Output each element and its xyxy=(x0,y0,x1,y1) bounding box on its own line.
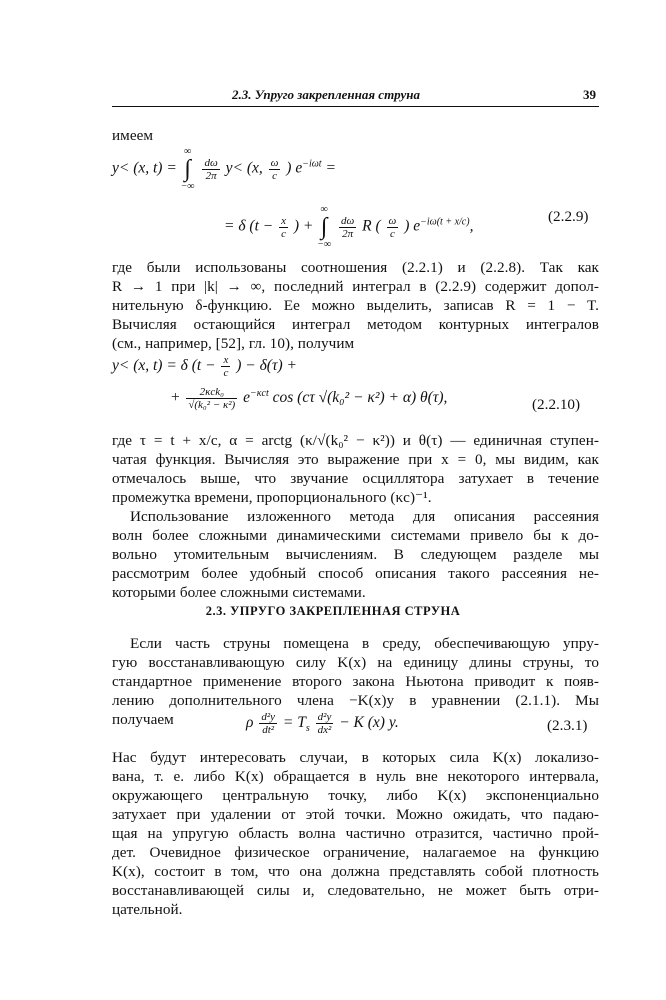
running-header xyxy=(112,84,599,107)
eq229-exp-base: ) e xyxy=(286,159,303,177)
paragraph-1-line-2: R → 1 при |k| → ∞, последний интеграл в (2.2.9) содержит допол- xyxy=(112,278,599,295)
numerator: dω xyxy=(204,156,218,169)
integral-upper-limit: ∞ xyxy=(184,146,192,157)
denominator: dt² xyxy=(262,724,275,736)
eq231-rho: ρ xyxy=(246,714,258,732)
denominator: c xyxy=(223,367,229,379)
eq229-lhs: y< (x, t) = xyxy=(112,159,177,177)
fraction-dw-2pi xyxy=(202,157,219,182)
eq2210-exp-base: e xyxy=(243,389,250,407)
numerator: d²y xyxy=(261,711,276,723)
paragraph-5-line-2: вана, т. е. либо K(x) обращается в нуль вне некоторого интервала, xyxy=(112,768,599,785)
eq229-exponent: −iωt xyxy=(302,158,322,170)
eq2210-cos-term: cos (cτ √(k₀² − κ²) + α) θ(τ), xyxy=(268,389,448,407)
eq229-R: R ( xyxy=(362,217,381,235)
paragraph-5-line-3: окружающего центральную точку, либо K(x) экспоненциально xyxy=(112,787,599,804)
paragraph-5-line-4: затухает при удалении от этой точки. Можно ожидать, что падаю- xyxy=(112,806,599,823)
running-title: 2.3. Упруго закрепленная струна xyxy=(232,87,420,102)
paragraph-5-line-6: дет. Очевидное физическое ограничение, налагаемое на функцию xyxy=(112,844,599,861)
fraction-d2y-dx2 xyxy=(316,711,334,736)
fraction-w-c xyxy=(269,157,281,182)
denominator: c xyxy=(272,169,277,182)
integral-lower-limit: −∞ xyxy=(317,239,332,250)
eq229-delta: = δ (t − xyxy=(224,217,278,235)
integral-sign: ∫ xyxy=(184,156,191,182)
paragraph-2-line-4: промежутка времени, пропорционального (κc)⁻¹. xyxy=(112,489,432,506)
equation-number-2-2-10: (2.2.10) xyxy=(532,396,581,413)
eq229-exponent: −iω(t + x/c) xyxy=(420,216,470,228)
denominator: 2π xyxy=(205,169,217,182)
paragraph-4-line-4: лению дополнительного члена −K(x)y в уравнении (2.1.1). Мы xyxy=(112,692,599,709)
paragraph-1-line-5: (см., например, [52], гл. 10), получим xyxy=(112,335,355,352)
page-number: 39 xyxy=(583,87,596,102)
denominator: c xyxy=(389,227,395,240)
paragraph-4-line-5: получаем xyxy=(112,711,174,728)
paragraph-5-line-1: Нас будут интересовать случаи, в которых сила K(x) локализо- xyxy=(112,749,599,766)
fraction-amplitude xyxy=(186,386,237,411)
paragraph-4-line-3: стандартное применение второго закона Ньютона приводит к появ- xyxy=(112,673,599,690)
fraction-w-c xyxy=(387,215,399,240)
fraction-d2y-dt2 xyxy=(259,711,277,736)
paragraph-1-line-4: Вычисляя остающийся интеграл методом контурных интегралов xyxy=(112,316,599,333)
eq229-term: y< (x, xyxy=(225,159,267,177)
eq231-restoring-term: − K (x) y. xyxy=(339,714,399,732)
paragraph-intro: имеем xyxy=(112,127,154,144)
numerator: ω xyxy=(270,156,279,169)
numerator: d²y xyxy=(317,711,332,723)
eq231-tension: = T xyxy=(282,714,306,732)
eq2210-plus: + xyxy=(170,389,185,407)
numerator: ω xyxy=(388,214,397,227)
paragraph-1-line-3: нительную δ-функцию. Ее можно выделить, записав R = 1 − T. xyxy=(112,297,599,314)
fraction-dw-2pi xyxy=(339,215,356,240)
paragraph-5-line-7: K(x), состоит в том, что она должна представлять собой плотность xyxy=(112,863,599,880)
paragraph-4-line-1: Если часть струны помещена в среду, обеспечивающую упру- xyxy=(130,635,599,652)
equation-number-2-3-1: (2.3.1) xyxy=(547,717,588,734)
integral-upper-limit: ∞ xyxy=(320,204,328,215)
integral-symbol xyxy=(181,146,195,192)
integral-symbol xyxy=(317,204,331,250)
paragraph-3-line-4: рассмотрим более удобный способ описания такого рассеяния не- xyxy=(112,565,599,582)
equation-2-2-9-line2 xyxy=(224,204,473,250)
paragraph-2-line-1: где τ = t + x/c, α = arctg (κ/√(k₀² − κ²)) и θ(τ) — единичная ступен- xyxy=(112,432,599,449)
equation-2-2-10-line2 xyxy=(170,386,447,411)
paragraph-3-line-3: вольно утомительным вычислениям. В следующем разделе мы xyxy=(112,546,599,563)
equation-2-2-10-line1 xyxy=(112,354,297,379)
equation-number-2-2-9: (2.2.9) xyxy=(548,208,589,225)
paragraph-2-line-2: чатая функция. Вычисляя это выражение при x = 0, мы видим, как xyxy=(112,451,599,468)
paragraph-2-line-3: отмечалось выше, что звучание осциллятора затухает в течение xyxy=(112,470,599,487)
denominator: dx² xyxy=(317,724,332,736)
denominator: c xyxy=(281,227,286,240)
numerator: 2κck₀ xyxy=(186,386,237,399)
paragraph-1-line-1: где были использованы соотношения (2.2.1) и (2.2.8). Так как xyxy=(112,259,599,276)
section-heading: 2.3. УПРУГО ЗАКРЕПЛЕННАЯ СТРУНА xyxy=(205,604,461,618)
eq2210-delta-tau: ) − δ(τ) + xyxy=(236,357,298,375)
fraction-x-c xyxy=(221,354,230,379)
denominator: √(k₀² − κ²) xyxy=(188,399,236,411)
paragraph-5-line-9: цательной. xyxy=(112,901,183,918)
eq2210-lhs: y< (x, t) = δ (t − xyxy=(112,357,220,375)
eq229-exp-base: ) e xyxy=(404,217,421,235)
denominator: 2π xyxy=(342,227,354,240)
eq2210-exponent: −κct xyxy=(249,387,269,399)
paragraph-5-line-5: щая на упругую область волна частично отразится, частично прой- xyxy=(112,825,599,842)
numerator: x xyxy=(281,214,286,227)
integral-lower-limit: −∞ xyxy=(180,181,195,192)
paragraph-3-line-5: которыми более сложными системами. xyxy=(112,584,366,601)
eq229-comma: , xyxy=(469,217,474,235)
integral-sign: ∫ xyxy=(320,214,328,240)
numerator: x xyxy=(223,354,229,366)
eq229-equals: = xyxy=(321,159,336,177)
eq231-subscript: s xyxy=(305,723,310,735)
fraction-x-c xyxy=(279,215,288,240)
paragraph-4-line-2: гую восстанавливающую силу K(x) на единицу длины струны, то xyxy=(112,654,599,671)
numerator: dω xyxy=(341,214,355,227)
paragraph-3-line-2: волн более сложными динамическими системами привело бы к до- xyxy=(112,527,599,544)
paragraph-5-line-8: восстанавливающей силы и, следовательно, не может быть отри- xyxy=(112,882,599,899)
equation-2-3-1 xyxy=(246,711,399,736)
paragraph-3-line-1: Использование изложенного метода для описания рассеяния xyxy=(130,508,599,525)
equation-2-2-9-line1 xyxy=(112,146,336,192)
eq229-plus: ) + xyxy=(293,217,318,235)
